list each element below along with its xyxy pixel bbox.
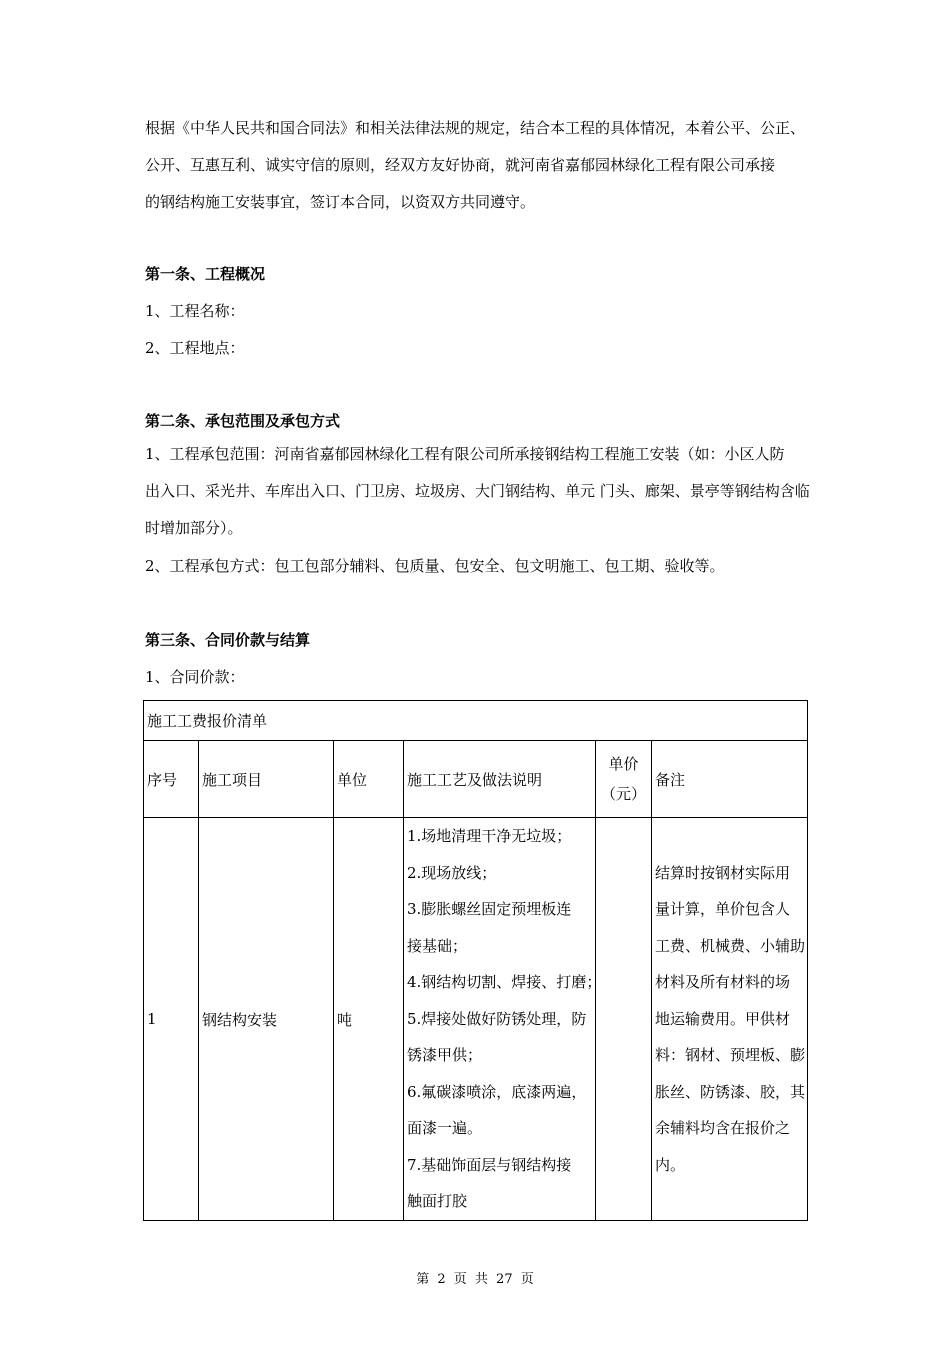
header-price-currency: （元） [600, 785, 646, 803]
intro-paragraph [145, 110, 815, 221]
row-unit: 吨 [334, 818, 404, 1221]
row-remark [652, 818, 808, 1221]
project-name-item: 1、工程名称： [145, 302, 245, 320]
process-step: 3.膨胀螺丝固定预埋板连 [407, 900, 572, 919]
row-item: 钢结构安装 [199, 818, 334, 1221]
process-step: 触面打胶 [407, 1192, 468, 1211]
process-step: 锈漆甲供； [407, 1046, 483, 1065]
contract-price-item: 1、合同价款： [145, 668, 245, 686]
intro-line: 根据《中华人民共和国合同法》和相关法律法规的规定，结合本工程的具体情况，本着公平、公正、 [145, 119, 806, 137]
process-step: 2.现场放线； [407, 863, 497, 882]
header-process: 施工工艺及做法说明 [404, 741, 596, 818]
row-unit-price [596, 818, 652, 1221]
page-footer: 第 2 页 共 27 页 [416, 1272, 534, 1287]
remark-line: 工费、机械费、小辅助 [655, 936, 806, 955]
remark-line: 量计算，单价包含人 [655, 900, 791, 919]
header-remark: 备注 [652, 741, 808, 818]
project-location-item: 2、工程地点： [145, 339, 245, 357]
remark-line: 地运输费用。甲供材 [655, 1009, 791, 1028]
article2-heading: 第二条、承包范围及承包方式 [145, 412, 341, 430]
row-seq: 1 [144, 818, 199, 1221]
header-item: 施工项目 [199, 741, 334, 818]
table-title: 施工工费报价清单 [144, 701, 808, 741]
intro-line: 公开、互惠互利、诚实守信的原则，经双方友好协商，就河南省嘉郁园林绿化工程有限公司承接 [145, 156, 776, 174]
contract-method-item: 2、工程承包方式：包工包部分辅料、包质量、包安全、包文明施工、包工期、验收等。 [145, 557, 725, 575]
scope-line: 1、工程承包范围：河南省嘉郁园林绿化工程有限公司所承接钢结构工程施工安装（如：小区人防 [145, 445, 785, 463]
scope-line: 时增加部分）。 [145, 519, 243, 537]
row-process [404, 818, 602, 1221]
article1-heading: 第一条、工程概况 [145, 265, 266, 283]
scope-paragraph [145, 436, 815, 547]
remark-line: 结算时按钢材实际用 [655, 863, 791, 882]
scope-line: 出入口、采光井、车库出入口、门卫房、垃圾房、大门钢结构、单元 门头、廊架、景亭等钢结构含临 [145, 482, 810, 500]
process-step: 接基础； [407, 936, 468, 955]
remark-line: 内。 [655, 1155, 686, 1174]
header-unit: 单位 [334, 741, 404, 818]
price-list-table [143, 700, 808, 1221]
table-header-row [144, 741, 808, 818]
process-step: 7.基础饰面层与钢结构接 [407, 1155, 572, 1174]
intro-line: 的钢结构施工安装事宜，签订本合同，以资双方共同遵守。 [145, 193, 536, 211]
process-step: 4.钢结构切割、焊接、打磨； [407, 973, 602, 992]
header-price-label: 单价 [608, 755, 639, 773]
article3-heading: 第三条、合同价款与结算 [145, 631, 311, 649]
header-unit-price [596, 741, 652, 818]
remark-line: 胀丝、防锈漆、胶，其 [655, 1082, 806, 1101]
process-step: 1.场地清理干净无垃圾； [407, 827, 572, 846]
process-step: 5.焊接处做好防锈处理，防 [407, 1009, 587, 1028]
process-step: 6.氟碳漆喷涂，底漆两遍， [407, 1082, 587, 1101]
remark-line: 余辅料均含在报价之 [655, 1119, 791, 1138]
process-step: 面漆一遍。 [407, 1119, 483, 1138]
header-seq: 序号 [144, 741, 199, 818]
remark-line: 料：钢材、预埋板、膨 [655, 1046, 806, 1065]
remark-line: 材料及所有材料的场 [655, 973, 791, 992]
table-row [144, 818, 808, 1221]
